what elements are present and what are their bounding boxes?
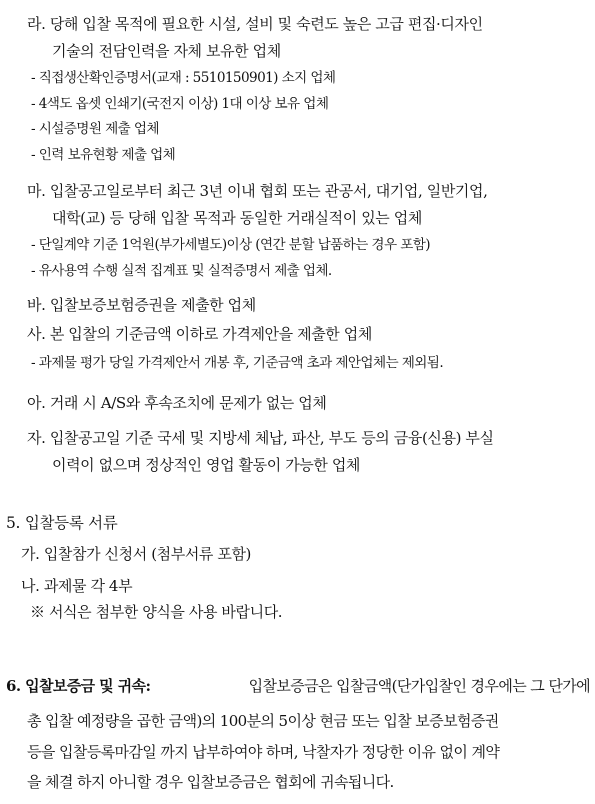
item-ra-line2: 기술의 전담인력을 자체 보유한 업체 — [52, 42, 281, 60]
item-ra-bullet4: - 인력 보유현황 제출 업체 — [31, 147, 176, 163]
item-ja-line2: 이력이 없으며 정상적인 영업 활동이 가능한 업체 — [52, 456, 361, 474]
section5-note: ※ 서식은 첨부한 양식을 사용 바랍니다. — [30, 603, 283, 621]
item-a-line1: 아. 거래 시 A/S와 후속조치에 문제가 없는 업체 — [27, 394, 327, 412]
item-ra-bullet2: - 4색도 옵셋 인쇄기(국전지 이상) 1대 이상 보유 업체 — [31, 96, 329, 112]
section5-title: 5. 입찰등록 서류 — [6, 514, 118, 532]
section6-line4: 을 체결 하지 아니할 경우 입찰보증금은 협회에 귀속됩니다. — [27, 773, 394, 791]
section6-line2: 총 입찰 예정량을 곱한 금액)의 100분의 5이상 현금 또는 입찰 보증보험증권 — [27, 712, 499, 730]
section5-item-na: 나. 과제물 각 4부 — [21, 577, 133, 595]
item-ra-bullet3: - 시설증명원 제출 업체 — [31, 121, 159, 137]
item-sa-line1: 사. 본 입찰의 기준금액 이하로 가격제안을 제출한 업체 — [27, 325, 372, 343]
section6-line3: 등을 입찰등록마감일 까지 납부하여야 하며, 낙찰자가 정당한 이유 없이 계약 — [27, 743, 500, 761]
section6-line1-text: 입찰보증금은 입찰금액(단가입찰인 경우에는 그 단가에 — [248, 677, 590, 695]
item-ma-line2: 대학(교) 등 당해 입찰 목적과 동일한 거래실적이 있는 업체 — [52, 209, 422, 227]
item-ja-line1: 자. 입찰공고일 기준 국세 및 지방세 체납, 파산, 부도 등의 금융(신용) 부실 — [27, 429, 494, 447]
item-ma-bullet1: - 단일계약 기준 1억원(부가세별도)이상 (연간 분할 납품하는 경우 포함) — [31, 237, 430, 253]
section6-title: 6. 입찰보증금 및 귀속: — [6, 677, 151, 695]
item-sa-bullet1: - 과제물 평가 당일 가격제안서 개봉 후, 기준금액 초과 제안업체는 제외됨. — [31, 355, 444, 371]
item-ra-line1: 라. 당해 입찰 목적에 필요한 시설, 설비 및 숙련도 높은 고급 편집·디자인 — [27, 15, 483, 33]
item-ba-line1: 바. 입찰보증보험증권을 제출한 업체 — [27, 296, 256, 314]
item-ma-line1: 마. 입찰공고일로부터 최근 3년 이내 협회 또는 관공서, 대기업, 일반기업, — [27, 182, 488, 200]
section5-item-ga: 가. 입찰참가 신청서 (첨부서류 포함) — [21, 545, 252, 563]
section6-line1 — [6, 676, 590, 696]
item-ra-bullet1: - 직접생산확인증명서(교재 : 5510150901) 소지 업체 — [31, 70, 336, 86]
item-ma-bullet2: - 유사용역 수행 실적 집계표 및 실적증명서 제출 업체. — [31, 263, 332, 279]
